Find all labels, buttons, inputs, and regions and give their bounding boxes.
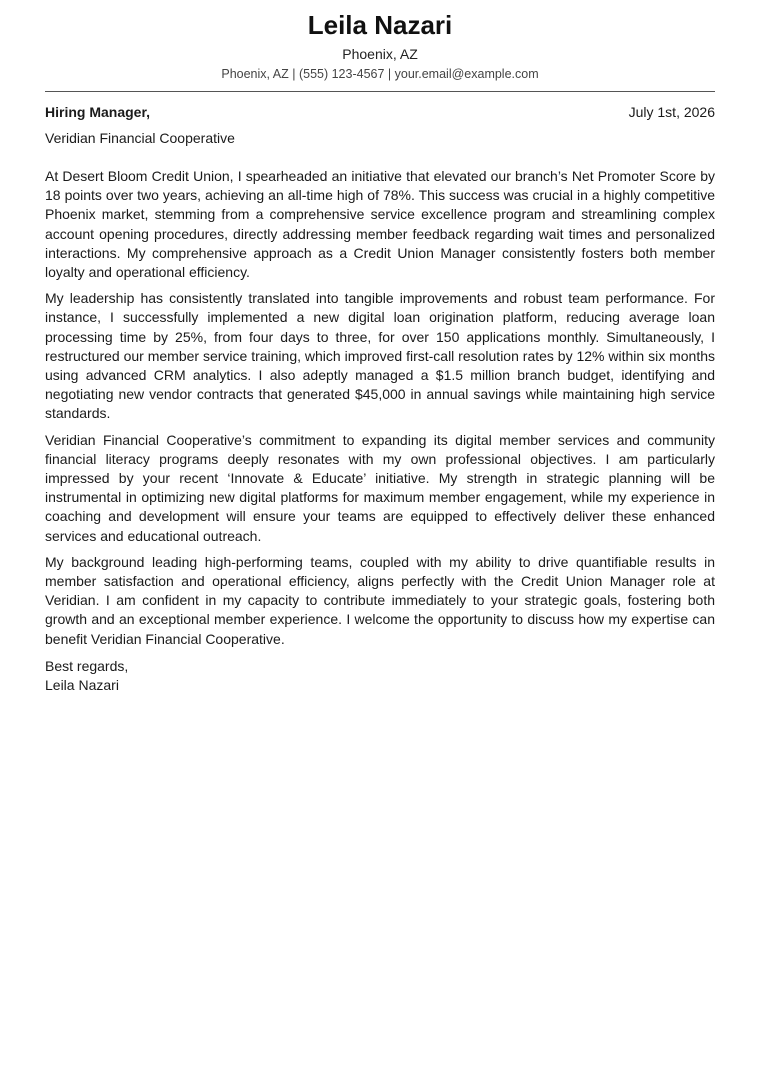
recipient-company: Veridian Financial Cooperative	[45, 130, 235, 146]
letter-header	[45, 8, 715, 83]
salutation-date-row	[45, 102, 715, 122]
closing-phrase: Best regards,	[45, 657, 129, 674]
signature-name: Leila Nazari	[45, 677, 119, 694]
body-paragraph-1: At Desert Bloom Credit Union, I spearheaded an initiative that elevated our branch’s Net Promoter Score by 18 points over two years, achieving an all-time high of 78%. This success was crucial in a highly competitive Phoenix market, stemming from a comprehensive service excellence program and streamlining complex account opening procedures, directly addressing member feedback regarding wait times and personalized interactions. My comprehensive approach as a Credit Union Manager consistently fosters both member loyalty and operational efficiency.	[45, 168, 715, 281]
letter-body	[45, 167, 715, 649]
applicant-contact-line: Phoenix, AZ | (555) 123-4567 | your.email@example.com	[221, 67, 539, 81]
letter-closing	[45, 657, 715, 696]
body-paragraph-4: My background leading high-performing teams, coupled with my ability to drive quantifiable results in member satisfaction and operational efficiency, aligns perfectly with the Credit Union Manager role at Veridian. I am confident in my capacity to contribute immediately to your strategic goals, fostering both growth and an exceptional member experience. I welcome the opportunity to discuss how my expertise can benefit Veridian Financial Cooperative.	[45, 553, 715, 647]
salutation: Hiring Manager,	[45, 104, 151, 120]
body-paragraph-3: Veridian Financial Cooperative’s commitment to expanding its digital member services and community financial literacy programs deeply resonates with my own professional objectives. I am particularly impressed by your recent ‘Innovate & Educate’ initiative. My strength in strategic planning will be instrumental in optimizing new digital platforms for maximum member engagement, while my experience in coaching and development will ensure your teams are equipped to effectively deliver these enhanced services and educational outreach.	[45, 431, 715, 544]
letter-date: July 1st, 2026	[628, 104, 715, 120]
applicant-name: Leila Nazari	[307, 10, 453, 40]
applicant-location: Phoenix, AZ	[342, 46, 418, 62]
header-divider	[45, 91, 715, 92]
body-paragraph-2: My leadership has consistently translated into tangible improvements and robust team performance. For instance, I successfully implemented a new digital loan origination platform, reducing average loan processing time by 25%, from four days to three, for over 150 applications monthly. Simultaneously, I restructured our member service training, which improved first-call resolution rates by 12% within six months using advanced CRM analytics. I also adeptly managed a $1.5 million branch budget, identifying and negotiating new vendor contracts that generated $45,000 in annual savings while maintaining high service standards.	[45, 290, 715, 422]
